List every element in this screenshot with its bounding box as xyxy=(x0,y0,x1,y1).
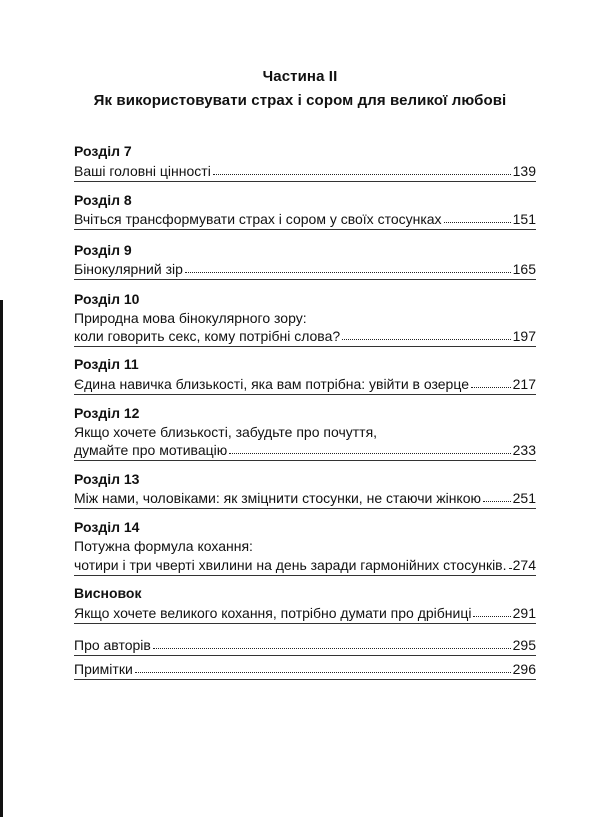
entry-underline xyxy=(74,679,536,680)
page-number: 197 xyxy=(512,328,536,344)
chapter-9-heading: Розділ 9 xyxy=(74,242,132,258)
entry-underline xyxy=(74,229,536,230)
entry-title: чотири і три чверті хвилини на день заради гармонійних стосунків. xyxy=(74,557,507,573)
entry-underline xyxy=(74,279,536,280)
dot-leader xyxy=(483,489,511,502)
entry-title: Про авторів xyxy=(74,637,151,653)
entry-title: Між нами, чоловіками: як зміцнити стосунки, не стаючи жінкою xyxy=(74,490,482,506)
chapter-12-heading: Розділ 12 xyxy=(74,405,140,421)
entry-title: Єдина навичка близькості, яка вам потрібна: увійти в озерце xyxy=(74,376,469,392)
page-number: 274 xyxy=(512,557,536,573)
page-number: 139 xyxy=(512,163,536,179)
toc-entry-about-authors[interactable] xyxy=(74,636,536,654)
dot-leader xyxy=(153,636,511,649)
dot-leader xyxy=(471,375,511,388)
entry-title: Ваші головні цінності xyxy=(74,163,211,179)
dot-leader xyxy=(473,604,510,617)
toc-entry-chapter-8[interactable] xyxy=(74,210,536,228)
entry-underline xyxy=(74,346,536,347)
entry-title-line-1: Потужна формула кохання: xyxy=(74,538,253,554)
part-subtitle: Як використовувати страх і сором для великої любові xyxy=(93,92,507,109)
entry-title: думайте про мотивацію xyxy=(74,442,228,458)
toc-entry-conclusion[interactable] xyxy=(74,604,536,622)
page-number: 295 xyxy=(512,637,536,653)
dot-leader xyxy=(229,441,510,454)
chapter-11-heading: Розділ 11 xyxy=(74,356,139,372)
entry-underline xyxy=(74,655,536,656)
entry-title-line-1: Природна мова бінокулярного зору: xyxy=(74,310,307,326)
entry-underline xyxy=(74,394,536,395)
entry-underline xyxy=(74,508,536,509)
dot-leader xyxy=(342,327,510,340)
page-number: 291 xyxy=(512,605,536,621)
toc-entry-chapter-13[interactable] xyxy=(74,489,536,507)
entry-underline xyxy=(74,460,536,461)
toc-entry-notes[interactable] xyxy=(74,660,536,678)
page-number: 151 xyxy=(512,211,536,227)
chapter-7-heading: Розділ 7 xyxy=(74,143,132,159)
chapter-14-heading: Розділ 14 xyxy=(74,519,140,535)
page-number: 217 xyxy=(512,376,536,392)
entry-underline xyxy=(74,575,536,576)
toc-entry-chapter-7[interactable] xyxy=(74,162,536,180)
page-number: 251 xyxy=(512,490,536,506)
part-label: Частина II xyxy=(262,68,338,85)
chapter-13-heading: Розділ 13 xyxy=(74,471,140,487)
toc-entry-chapter-14[interactable] xyxy=(74,556,536,574)
toc-entry-chapter-11[interactable] xyxy=(74,375,536,393)
dot-leader xyxy=(185,260,511,273)
dot-leader xyxy=(135,660,511,673)
entry-title: Примітки xyxy=(74,661,133,677)
chapter-10-heading: Розділ 10 xyxy=(74,291,140,307)
conclusion-heading: Висновок xyxy=(74,585,142,601)
entry-title: Бінокулярний зір xyxy=(74,261,183,277)
dot-leader xyxy=(509,556,511,569)
page-number: 165 xyxy=(512,261,536,277)
entry-underline xyxy=(74,623,536,624)
toc-entry-chapter-10[interactable] xyxy=(74,327,536,345)
entry-title: Вчіться трансформувати страх і сором у своїх стосунках xyxy=(74,211,442,227)
page-edge-shadow xyxy=(0,300,3,817)
entry-title-line-1: Якщо хочете близькості, забудьте про почуття, xyxy=(74,424,378,440)
entry-title: Якщо хочете великого кохання, потрібно думати про дрібниці xyxy=(74,605,472,621)
page-number: 233 xyxy=(512,442,536,458)
dot-leader xyxy=(213,162,511,175)
page-number: 296 xyxy=(512,661,536,677)
entry-title: коли говорить секс, кому потрібні слова? xyxy=(74,328,341,344)
toc-entry-chapter-12[interactable] xyxy=(74,441,536,459)
dot-leader xyxy=(444,210,511,223)
entry-underline xyxy=(74,181,536,182)
chapter-8-heading: Розділ 8 xyxy=(74,192,132,208)
toc-entry-chapter-9[interactable] xyxy=(74,260,536,278)
